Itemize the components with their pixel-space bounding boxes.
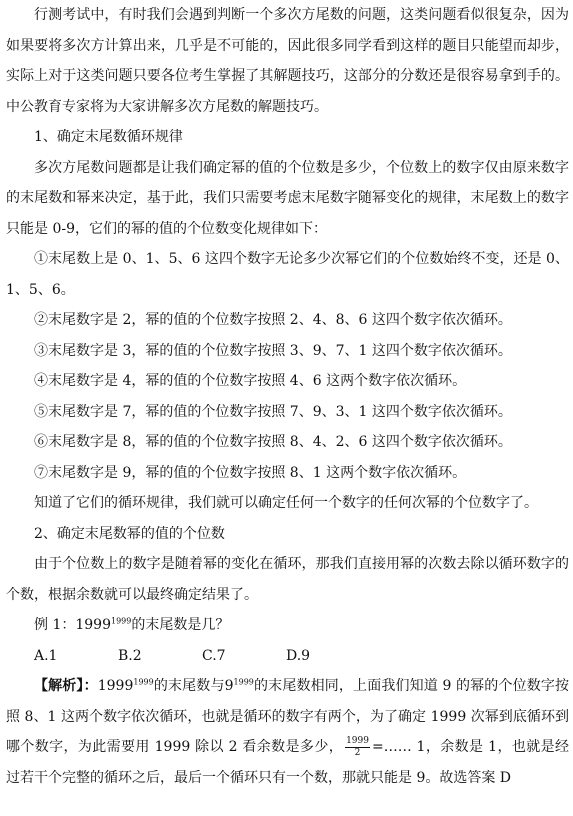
rule-item: ③末尾数字是 3，幂的值的个位数字按照 3、9、7、1 这四个数字依次循环。: [34, 342, 512, 359]
option-b: B.2: [118, 647, 142, 664]
example-label: 例 1：: [34, 617, 76, 633]
example-options: [6, 641, 569, 672]
analysis-exponent-2: 1999: [233, 677, 254, 687]
rule-item: ⑦末尾数字是 9，幂的值的个位数字按照 8、1 这两个数字依次循环。: [34, 464, 467, 481]
fraction: [345, 736, 370, 759]
analysis-base-1: 1999: [97, 678, 134, 694]
option-d: D.9: [286, 647, 311, 664]
fraction-denominator: 2: [354, 747, 361, 758]
section-2-body: 由于个位数上的数字是随着幂的变化在循环，那我们直接用幂的次数去除以循环数字的个数，根据余数就可以最终确定结果了。: [6, 556, 569, 603]
option-a: A.1: [34, 647, 58, 664]
rule-item: ⑥末尾数字是 8，幂的值的个位数字按照 8、4、2、6 这四个数字依次循环。: [34, 434, 512, 450]
analysis-mid: 的末尾数与: [153, 678, 225, 694]
section-2-title: 2、确定末尾数幂的值的个位数: [34, 525, 225, 542]
option-c: C.7: [202, 647, 226, 664]
analysis-text-2: =…… 1，余数是 1，也就是经过若干个完整的循环之后，最后一个循环只有一个数，那就只能是 9。故选答案 D: [6, 739, 569, 786]
example-base: 1999: [75, 617, 111, 633]
analysis-label: 【解析】：: [34, 678, 98, 694]
section-1-conclusion: 知道了它们的循环规律，我们就可以确定任何一个数字的任何次幂的个位数字了。: [34, 495, 538, 511]
rule-item: ②末尾数字是 2，幂的值的个位数字按照 2、4、8、6 这四个数字依次循环。: [34, 312, 512, 328]
rule-item: ①末尾数上是 0、1、5、6 这四个数字无论多少次幂它们的个位数始终不变，还是 0、1、5、6。: [6, 251, 569, 298]
analysis-paragraph: [6, 671, 569, 793]
analysis-exponent-1: 1999: [133, 677, 154, 687]
analysis-base-2: 9: [224, 678, 234, 694]
example-exponent: 1999: [111, 616, 132, 626]
rule-item: ⑤末尾数字是 7，幂的值的个位数字按照 7、9、3、1 这四个数字依次循环。: [34, 403, 512, 420]
section-1-title: 1、确定末尾数循环规律: [34, 129, 183, 145]
section-1-body: 多次方尾数问题都是让我们确定幂的值的个位数是多少，个位数上的数字仅由原来数字的末尾数和幂来决定，基于此，我们只需要考虑末尾数字随幂变化的规律，末尾数上的数字只能是 0-9，它们的幂的值的个位数变化规律如下：: [6, 159, 569, 237]
example-question: [6, 610, 569, 641]
analysis-text-1: 的末尾数相同，上面我们知道 9 的幂的个位数字按照 8、1 这两个数字依次循环，也就是循环的数字有两个，为了确定 1999 次幂到底循环到哪个数字，为此需要用 1999 除以 2 看余数是多少，: [6, 678, 570, 755]
example-question-tail: 的末尾数是几？: [131, 617, 230, 633]
fraction-numerator: 1999: [346, 735, 369, 746]
intro-paragraph: 行测考试中，有时我们会遇到判断一个多次方尾数的问题，这类问题看似很复杂，因为如果要将多次方计算出来，几乎是不可能的，因此很多同学看到这样的题目只能望而却步，实际上对于这类问题只要各位考生掌握了其解题技巧，这部分的分数还是很容易拿到手的。中公教育专家将为大家讲解多次方尾数的解题技巧。: [6, 7, 569, 115]
rule-item: ④末尾数字是 4，幂的值的个位数字按照 4、6 这两个数字依次循环。: [34, 373, 467, 389]
